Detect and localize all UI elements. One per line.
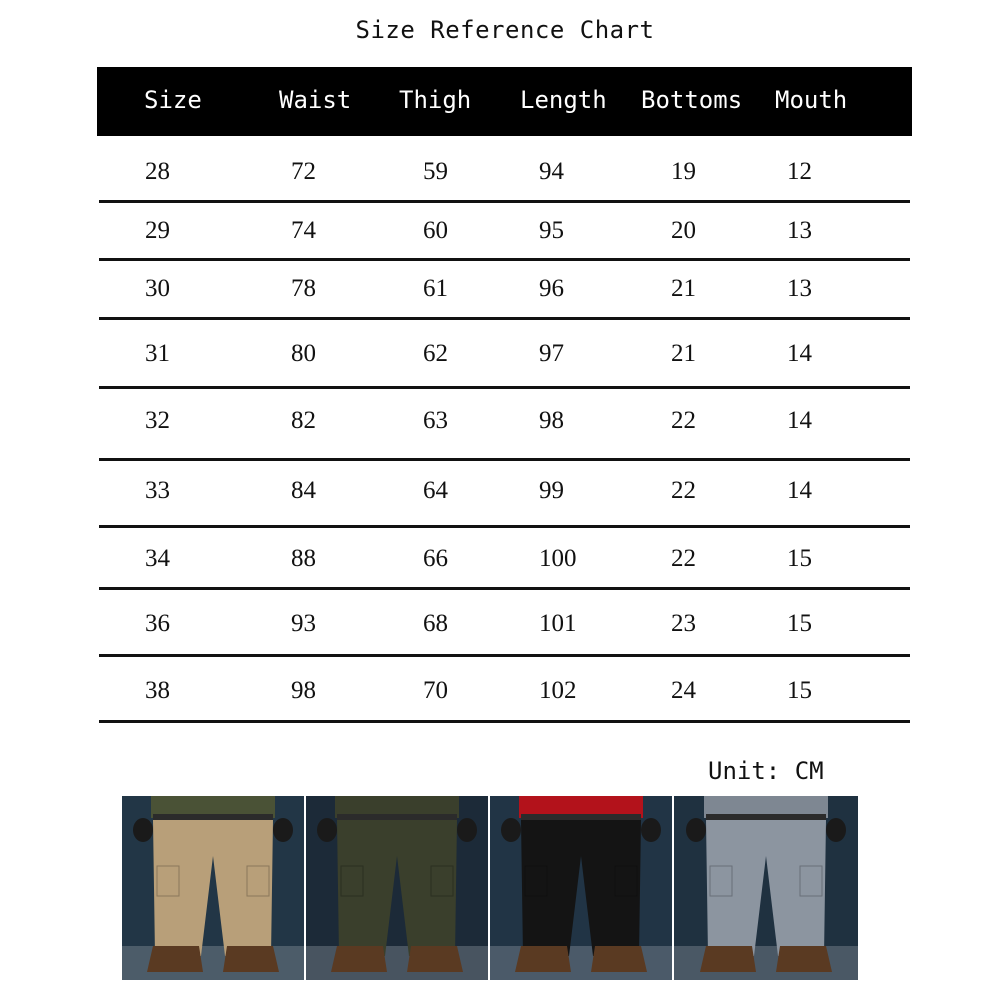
header-bottoms: Bottoms xyxy=(641,86,743,114)
green-camo-cargo-pants-photo xyxy=(306,796,488,980)
cell-bottoms: 24 xyxy=(671,677,696,704)
header-mouth: Mouth xyxy=(775,86,848,114)
table-header xyxy=(97,67,912,136)
cell-waist: 82 xyxy=(291,407,316,434)
cell-size: 29 xyxy=(145,217,170,244)
row-divider xyxy=(99,317,910,320)
cell-mouth: 12 xyxy=(787,158,812,185)
cell-thigh: 63 xyxy=(423,407,448,434)
cell-thigh: 61 xyxy=(423,275,448,302)
row-divider xyxy=(99,386,910,389)
cell-length: 98 xyxy=(539,407,564,434)
row-divider xyxy=(99,258,910,261)
header-size: Size xyxy=(144,86,202,114)
cell-mouth: 15 xyxy=(787,545,812,572)
cell-bottoms: 20 xyxy=(671,217,696,244)
cell-size: 33 xyxy=(145,477,170,504)
cell-size: 38 xyxy=(145,677,170,704)
cell-thigh: 59 xyxy=(423,158,448,185)
grey-camo-cargo-pants-photo xyxy=(674,796,858,980)
cell-waist: 74 xyxy=(291,217,316,244)
cell-thigh: 64 xyxy=(423,477,448,504)
cell-thigh: 70 xyxy=(423,677,448,704)
cell-bottoms: 22 xyxy=(671,545,696,572)
cell-waist: 80 xyxy=(291,340,316,367)
cell-length: 102 xyxy=(539,677,577,704)
row-divider xyxy=(99,200,910,203)
cell-mouth: 15 xyxy=(787,610,812,637)
cell-waist: 98 xyxy=(291,677,316,704)
cell-mouth: 13 xyxy=(787,275,812,302)
khaki-cargo-pants-photo xyxy=(122,796,304,980)
cell-length: 100 xyxy=(539,545,577,572)
black-cargo-pants-photo xyxy=(490,796,672,980)
cell-mouth: 14 xyxy=(787,407,812,434)
unit-label: Unit: CM xyxy=(708,757,824,785)
row-divider xyxy=(99,458,910,461)
cell-waist: 78 xyxy=(291,275,316,302)
cell-length: 99 xyxy=(539,477,564,504)
cell-waist: 84 xyxy=(291,477,316,504)
cell-thigh: 68 xyxy=(423,610,448,637)
chart-title: Size Reference Chart xyxy=(355,16,655,44)
row-divider xyxy=(99,654,910,657)
cell-size: 32 xyxy=(145,407,170,434)
cell-length: 95 xyxy=(539,217,564,244)
cell-thigh: 66 xyxy=(423,545,448,572)
cell-size: 36 xyxy=(145,610,170,637)
cell-length: 96 xyxy=(539,275,564,302)
cell-thigh: 62 xyxy=(423,340,448,367)
cell-waist: 72 xyxy=(291,158,316,185)
cell-size: 34 xyxy=(145,545,170,572)
header-thigh: Thigh xyxy=(399,86,472,114)
cell-bottoms: 21 xyxy=(671,275,696,302)
cell-mouth: 15 xyxy=(787,677,812,704)
cell-length: 97 xyxy=(539,340,564,367)
cell-bottoms: 22 xyxy=(671,477,696,504)
cell-size: 30 xyxy=(145,275,170,302)
header-waist: Waist xyxy=(279,86,352,114)
row-divider xyxy=(99,525,910,528)
cell-length: 94 xyxy=(539,158,564,185)
cell-mouth: 13 xyxy=(787,217,812,244)
row-divider xyxy=(99,587,910,590)
cell-length: 101 xyxy=(539,610,577,637)
cell-mouth: 14 xyxy=(787,340,812,367)
cell-bottoms: 23 xyxy=(671,610,696,637)
cell-bottoms: 22 xyxy=(671,407,696,434)
cell-size: 31 xyxy=(145,340,170,367)
cell-mouth: 14 xyxy=(787,477,812,504)
cell-size: 28 xyxy=(145,158,170,185)
cell-waist: 88 xyxy=(291,545,316,572)
cell-bottoms: 19 xyxy=(671,158,696,185)
cell-bottoms: 21 xyxy=(671,340,696,367)
row-divider xyxy=(99,720,910,723)
cell-thigh: 60 xyxy=(423,217,448,244)
cell-waist: 93 xyxy=(291,610,316,637)
header-length: Length xyxy=(520,86,607,114)
